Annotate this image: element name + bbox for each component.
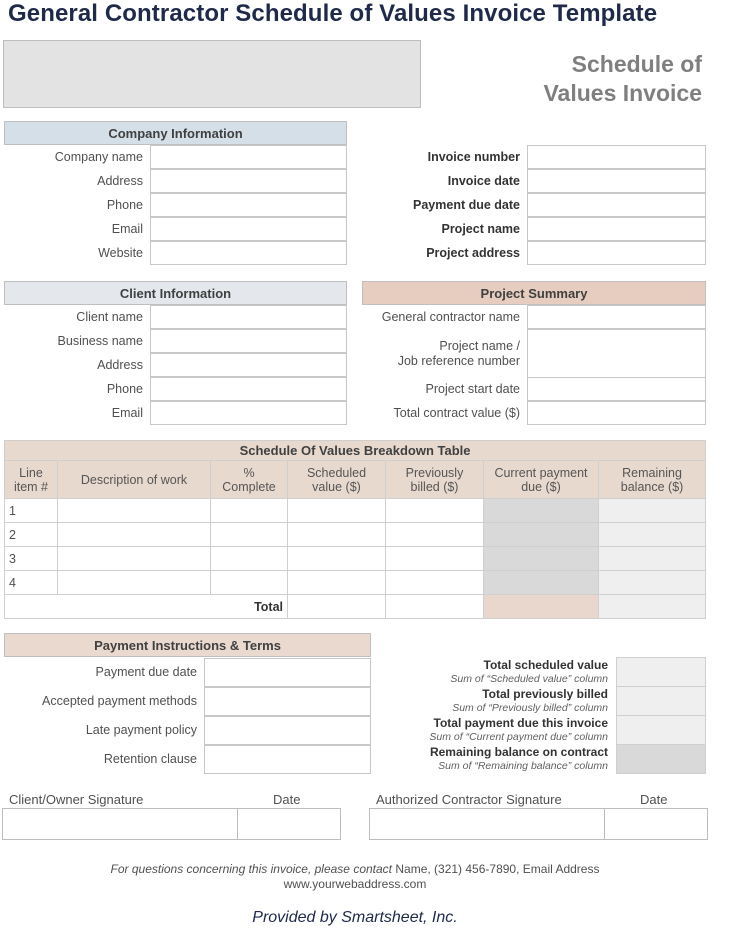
description-cell[interactable]	[58, 571, 211, 595]
total-due-box[interactable]	[616, 715, 706, 745]
company-email-row	[4, 217, 347, 241]
line-item-number: 3	[5, 547, 58, 571]
invoice-date-row	[362, 169, 706, 193]
billed-cell[interactable]	[386, 523, 484, 547]
client-name-label: Client name	[76, 310, 143, 324]
client-name-row	[4, 305, 347, 329]
line-item-number: 2	[5, 523, 58, 547]
company-website-label: Website	[98, 246, 143, 260]
client-name-field[interactable]	[150, 305, 347, 329]
contractor-date-label: Date	[640, 792, 668, 807]
company-name-field[interactable]	[150, 145, 347, 169]
project-name-field[interactable]	[527, 217, 706, 241]
invoice-date-label: Invoice date	[447, 174, 520, 188]
scheduled-cell[interactable]	[288, 547, 386, 571]
client-address-label: Address	[97, 358, 143, 372]
remaining-cell[interactable]	[599, 523, 706, 547]
col-header-percent-complete: % Complete	[211, 461, 288, 499]
payment-due-date-label: Payment due date	[413, 198, 520, 212]
client-address-field[interactable]	[150, 353, 347, 377]
percent-cell[interactable]	[211, 547, 288, 571]
client-address-row	[4, 353, 347, 377]
current-payment-cell[interactable]	[484, 523, 599, 547]
client-email-label: Email	[111, 406, 143, 420]
gc-name-field[interactable]	[527, 305, 706, 329]
project-name-label: Project name	[441, 222, 520, 236]
sov-table	[4, 440, 706, 619]
company-phone-label: Phone	[106, 198, 143, 212]
payment-due-row	[4, 658, 371, 687]
client-business-row	[4, 329, 347, 353]
percent-cell[interactable]	[211, 571, 288, 595]
project-start-label: Project start date	[425, 382, 520, 396]
main-title: General Contractor Schedule of Values Invoice Template	[8, 0, 658, 27]
percent-cell[interactable]	[211, 499, 288, 523]
company-phone-row	[4, 193, 347, 217]
project-address-label: Project address	[426, 246, 520, 260]
contractor-signature-label: Authorized Contractor Signature	[376, 792, 562, 807]
description-cell[interactable]	[58, 547, 211, 571]
line-item-number: 4	[5, 571, 58, 595]
client-signature-field[interactable]	[2, 808, 238, 840]
client-info-header: Client Information	[4, 281, 347, 305]
footer-contact	[0, 862, 710, 892]
client-signature-label: Client/Owner Signature	[9, 792, 144, 807]
client-email-row	[4, 401, 347, 425]
document-title-line1: Schedule of	[571, 51, 702, 77]
invoice-number-row	[362, 145, 706, 169]
total-remaining-cell[interactable]	[599, 595, 706, 619]
document-title	[543, 50, 702, 108]
total-contract-label: Total contract value ($)	[393, 406, 520, 420]
total-scheduled-label: Total scheduled value	[483, 658, 608, 672]
scheduled-cell[interactable]	[288, 571, 386, 595]
total-billed-label: Total previously billed	[482, 687, 608, 701]
client-business-label: Business name	[57, 334, 143, 348]
client-date-label: Date	[273, 792, 301, 807]
project-summary-header: Project Summary	[362, 281, 706, 305]
document-title-line2: Values Invoice	[543, 80, 702, 106]
table-row	[5, 547, 706, 571]
company-address-row	[4, 169, 347, 193]
table-row	[5, 571, 706, 595]
gc-name-label: General contractor name	[381, 310, 520, 324]
company-address-label: Address	[97, 174, 143, 188]
total-contract-row	[362, 401, 706, 425]
total-scheduled-cell[interactable]	[288, 595, 386, 619]
description-cell[interactable]	[58, 523, 211, 547]
company-website-field[interactable]	[150, 241, 347, 265]
col-header-line-item: Line item #	[5, 461, 58, 499]
total-row	[5, 595, 706, 619]
company-email-label: Email	[111, 222, 143, 236]
job-reference-label-line1: Project name /	[439, 339, 520, 353]
invoice-date-field[interactable]	[527, 169, 706, 193]
retention-label: Retention clause	[103, 752, 197, 766]
payment-terms-header: Payment Instructions & Terms	[4, 633, 371, 657]
col-header-current-payment: Current payment due ($)	[484, 461, 599, 499]
job-reference-label-line2: Job reference number	[397, 354, 520, 368]
payment-due-date-field[interactable]	[527, 193, 706, 217]
remaining-cell[interactable]	[599, 547, 706, 571]
logo-placeholder[interactable]	[3, 40, 421, 108]
payment-methods-row	[4, 687, 371, 716]
remaining-balance-label: Remaining balance on contract	[429, 745, 608, 759]
col-header-scheduled-value: Scheduled value ($)	[288, 461, 386, 499]
current-payment-cell[interactable]	[484, 499, 599, 523]
client-phone-field[interactable]	[150, 377, 347, 401]
remaining-cell[interactable]	[599, 499, 706, 523]
footer-contact-details: Name, (321) 456-7890, Email Address	[395, 862, 600, 876]
col-header-previously-billed: Previously billed ($)	[386, 461, 484, 499]
scheduled-cell[interactable]	[288, 523, 386, 547]
client-date-field[interactable]	[237, 808, 341, 840]
sov-table-title: Schedule Of Values Breakdown Table	[5, 441, 706, 461]
company-name-label: Company name	[54, 150, 143, 164]
company-website-row	[4, 241, 347, 265]
line-item-number: 1	[5, 499, 58, 523]
client-phone-row	[4, 377, 347, 401]
remaining-balance-sub: Sum of “Remaining balance” column	[438, 760, 608, 772]
job-reference-label	[362, 329, 520, 378]
client-business-field[interactable]	[150, 329, 347, 353]
project-address-row	[362, 241, 706, 265]
footer-contact-prefix: For questions concerning this invoice, please contact	[110, 862, 393, 876]
invoice-number-label: Invoice number	[427, 150, 520, 164]
company-phone-field[interactable]	[150, 193, 347, 217]
footer-web-address[interactable]: www.yourwebaddress.com	[283, 877, 427, 891]
total-billed-sub: Sum of “Previously billed” column	[452, 702, 608, 714]
billed-cell[interactable]	[386, 571, 484, 595]
client-phone-label: Phone	[106, 382, 143, 396]
billed-cell[interactable]	[386, 547, 484, 571]
total-due-label: Total payment due this invoice	[433, 716, 608, 730]
retention-field[interactable]	[204, 745, 371, 774]
retention-row	[4, 745, 371, 774]
company-info-header: Company Information	[4, 121, 347, 145]
total-billed-box[interactable]	[616, 686, 706, 716]
job-reference-row	[362, 329, 706, 378]
remaining-balance-box[interactable]	[616, 744, 706, 774]
client-email-field[interactable]	[150, 401, 347, 425]
project-start-row	[362, 377, 706, 401]
total-current-payment-cell[interactable]	[484, 595, 599, 619]
job-reference-field[interactable]	[527, 329, 706, 378]
total-scheduled-sub: Sum of “Scheduled value” column	[450, 673, 608, 685]
table-row	[5, 523, 706, 547]
total-due-sub: Sum of “Current payment due” column	[429, 731, 608, 743]
late-policy-row	[4, 716, 371, 745]
company-address-field[interactable]	[150, 169, 347, 193]
scheduled-cell[interactable]	[288, 499, 386, 523]
company-name-row	[4, 145, 347, 169]
total-label: Total	[5, 595, 288, 619]
payment-due-date-row	[362, 193, 706, 217]
current-payment-cell[interactable]	[484, 571, 599, 595]
company-email-field[interactable]	[150, 217, 347, 241]
remaining-cell[interactable]	[599, 571, 706, 595]
total-billed-cell[interactable]	[386, 595, 484, 619]
payment-due-field[interactable]	[204, 658, 371, 687]
total-scheduled-box[interactable]	[616, 657, 706, 687]
contractor-date-field[interactable]	[604, 808, 708, 840]
current-payment-cell[interactable]	[484, 547, 599, 571]
payment-methods-label: Accepted payment methods	[42, 694, 197, 708]
payment-due-label: Payment due date	[95, 665, 197, 679]
late-policy-field[interactable]	[204, 716, 371, 745]
invoice-number-field[interactable]	[527, 145, 706, 169]
contractor-signature-field[interactable]	[369, 808, 605, 840]
project-name-row	[362, 217, 706, 241]
gc-name-row	[362, 305, 706, 329]
payment-methods-field[interactable]	[204, 687, 371, 716]
table-row	[5, 499, 706, 523]
billed-cell[interactable]	[386, 499, 484, 523]
col-header-description: Description of work	[58, 461, 211, 499]
project-start-field[interactable]	[527, 377, 706, 401]
project-address-field[interactable]	[527, 241, 706, 265]
col-header-remaining-balance: Remaining balance ($)	[599, 461, 706, 499]
late-policy-label: Late payment policy	[85, 723, 197, 737]
description-cell[interactable]	[58, 499, 211, 523]
provided-by: Provided by Smartsheet, Inc.	[252, 909, 458, 926]
percent-cell[interactable]	[211, 523, 288, 547]
total-contract-field[interactable]	[527, 401, 706, 425]
